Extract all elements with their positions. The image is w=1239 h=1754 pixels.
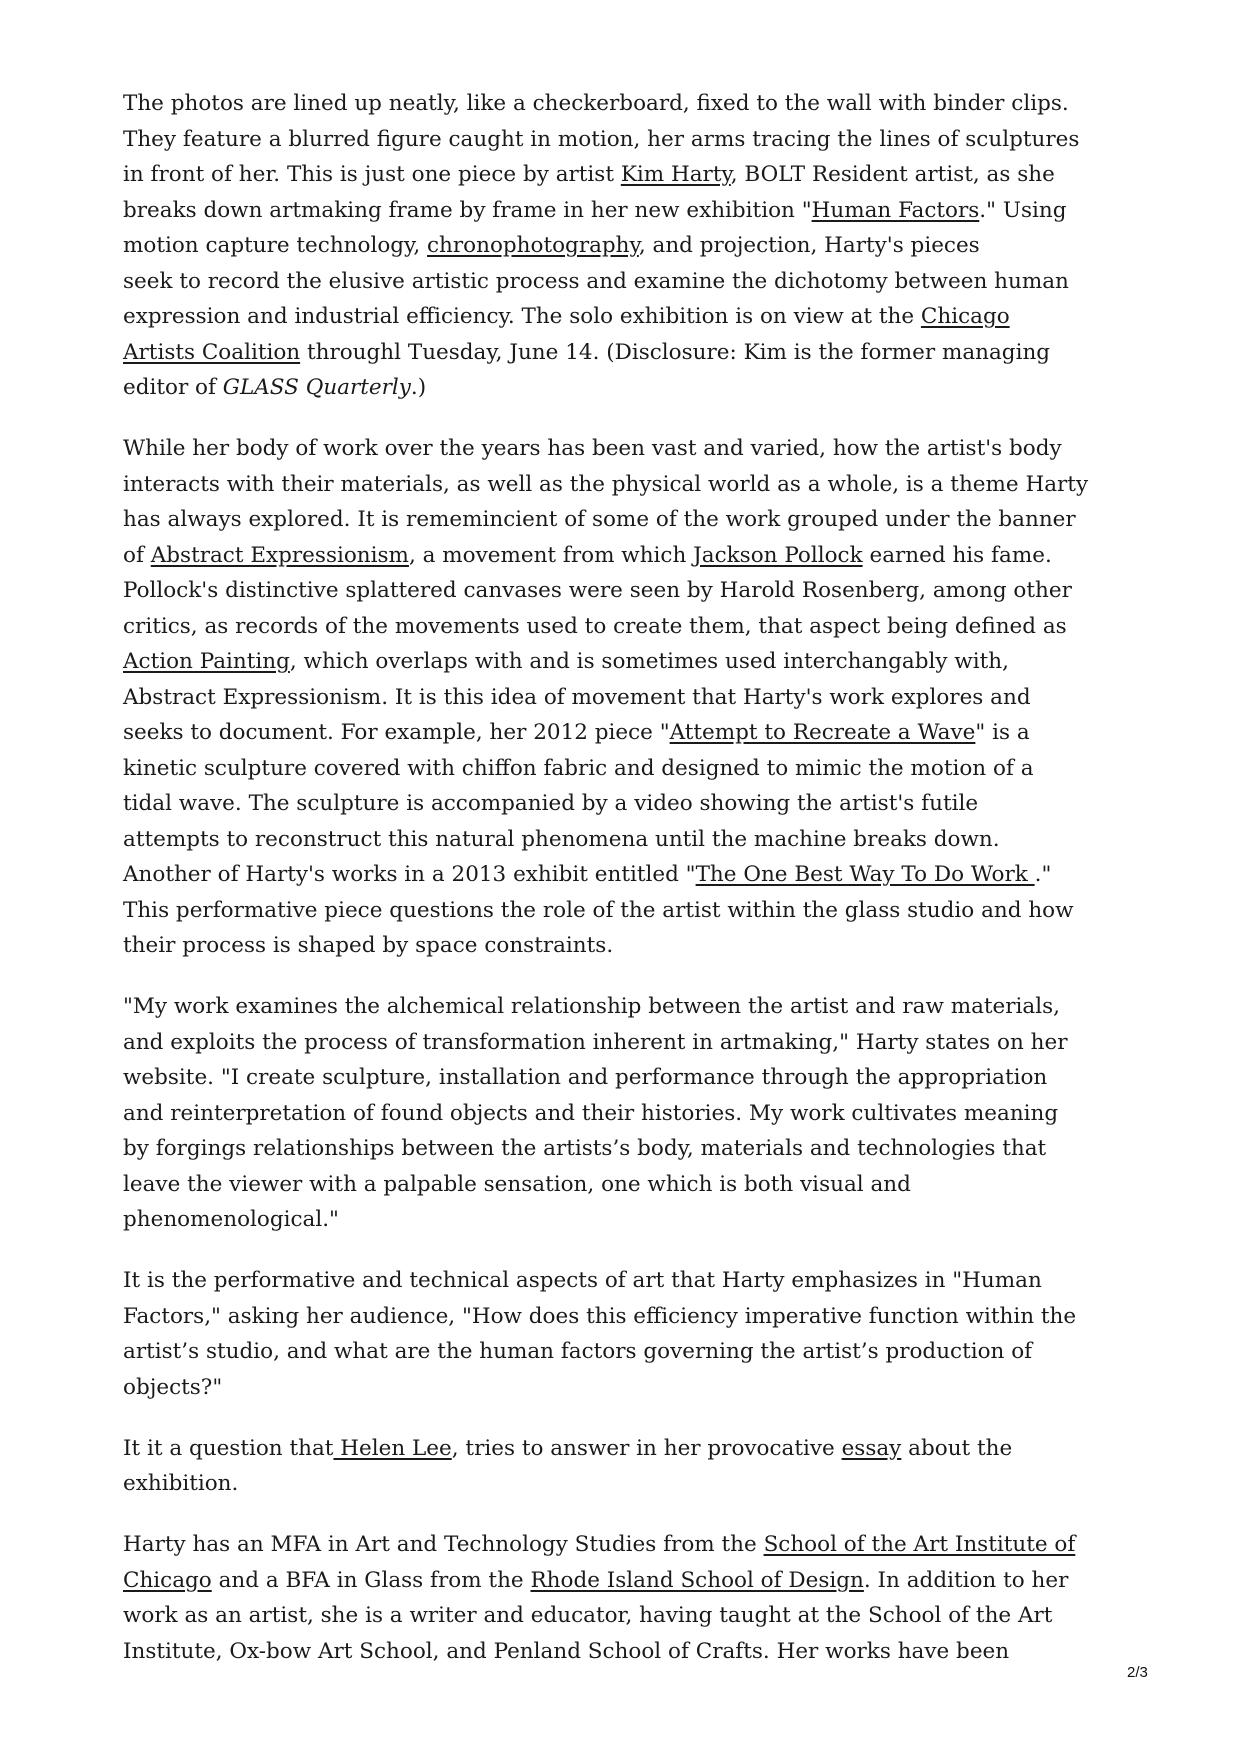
text-segment: website. "I create sculpture, installation and performance through the appropriation (123, 1065, 1048, 1090)
text-line (123, 228, 1123, 264)
text-segment: Abstract Expressionism. It is this idea of movement that Harty's work explores and (123, 684, 1031, 710)
text-segment: by forgings relationships between the artists’s body, materials and technologies that (123, 1136, 1047, 1161)
text-line (123, 1263, 1123, 1299)
text-segment: interacts with their materials, as well as the physical world as a whole, is a theme Harty (123, 471, 1089, 497)
text-segment: Another of Harty's works in a 2013 exhibit entitled " (123, 862, 696, 887)
page-number: 2/3 (1127, 1664, 1148, 1681)
inline-link[interactable]: Human Factors (811, 197, 980, 223)
inline-link[interactable]: The One Best Way To Do Work (695, 862, 1035, 887)
text-segment: phenomenological." (123, 1207, 339, 1232)
text-line (123, 1025, 1123, 1061)
inline-link[interactable]: Action Painting (123, 649, 290, 674)
text-segment: and exploits the process of transformation inherent in artmaking," Harty states on her (123, 1029, 1068, 1055)
text-segment: about the (901, 1435, 1013, 1461)
text-line (123, 1527, 1123, 1563)
text-segment: and a BFA in Glass from the (211, 1567, 531, 1593)
inline-link[interactable]: Kim Harty (620, 162, 731, 187)
text-line (123, 1299, 1123, 1335)
text-segment: ." (1034, 862, 1052, 887)
text-line (123, 1634, 1123, 1670)
text-line (123, 1370, 1123, 1406)
text-line (123, 1060, 1123, 1096)
text-line (123, 573, 1123, 609)
text-segment: seek to record the elusive artistic process and examine the dichotomy between human (123, 268, 1069, 294)
text-line (123, 264, 1123, 300)
text-segment: "My work examines the alchemical relationship between the artist and raw materials, (123, 994, 1060, 1019)
text-line (123, 644, 1123, 680)
text-line (123, 1598, 1123, 1634)
text-line (123, 1334, 1123, 1370)
text-line (123, 299, 1123, 335)
text-segment: While her body of work over the years has been vast and varied, how the artist's body (123, 436, 1062, 461)
text-segment: It it a question that (123, 1435, 334, 1461)
text-line (123, 751, 1123, 787)
text-line (123, 786, 1123, 822)
text-line (123, 715, 1123, 751)
inline-link[interactable]: essay (841, 1435, 902, 1461)
inline-link[interactable]: Rhode Island School of Design (530, 1567, 864, 1593)
text-segment: , tries to answer in her provocative (451, 1435, 842, 1461)
inline-link[interactable]: Chicago (920, 304, 1010, 329)
text-segment: The photos are lined up neatly, like a checkerboard, fixed to the wall with binder clips. (123, 91, 1069, 116)
article-body (123, 86, 1123, 1695)
text-segment: artist’s studio, and what are the human factors governing the artist’s production of (123, 1339, 1033, 1364)
inline-link[interactable]: chronophotography (427, 233, 639, 258)
text-line (123, 1466, 1123, 1502)
text-line (123, 1096, 1123, 1132)
text-line (123, 1167, 1123, 1203)
text-segment: . In addition to her (863, 1567, 1069, 1593)
text-segment: , and projection, Harty's pieces (638, 233, 980, 258)
text-segment: It is the performative and technical aspects of art that Harty emphasizes in "Human (123, 1268, 1042, 1293)
text-segment: expression and industrial efficiency. The solo exhibition is on view at the (123, 304, 921, 329)
text-line (123, 467, 1123, 503)
text-segment: tidal wave. The sculpture is accompanied by a video showing the artist's futile (123, 791, 979, 816)
text-line (123, 86, 1123, 122)
text-line (123, 1131, 1123, 1167)
text-segment: ." Using (979, 197, 1067, 223)
text-segment: objects?" (123, 1374, 223, 1400)
paragraph (123, 431, 1123, 964)
text-segment: attempts to reconstruct this natural phenomena until the machine breaks down. (123, 826, 1000, 852)
text-line (123, 502, 1123, 538)
text-segment: and reinterpretation of found objects and their histories. My work cultivates meaning (123, 1100, 1059, 1126)
text-segment: has always explored. It is rememincient of some of the work grouped under the banner (123, 507, 1076, 532)
text-line (123, 822, 1123, 858)
text-segment: kinetic sculpture covered with chiffon fabric and designed to mimic the motion of a (123, 755, 1034, 781)
text-segment: seeks to document. For example, her 2012 piece " (123, 720, 670, 745)
text-line (123, 157, 1123, 193)
text-segment: .) (410, 375, 427, 400)
text-line (123, 928, 1123, 964)
paragraph (123, 1263, 1123, 1405)
text-line (123, 1202, 1123, 1238)
text-segment: This performative piece questions the role of the artist within the glass studio and how (123, 897, 1074, 923)
text-line (123, 538, 1123, 574)
text-line (123, 335, 1123, 371)
inline-link[interactable]: Helen Lee (333, 1435, 452, 1461)
text-segment: " is a (975, 720, 1030, 745)
text-segment: exhibition. (123, 1471, 239, 1496)
inline-link[interactable]: Chicago (123, 1567, 212, 1593)
paragraph (123, 1431, 1123, 1502)
text-segment: critics, as records of the movements used to create them, that aspect being defined as (123, 613, 1067, 639)
paragraph (123, 989, 1123, 1238)
paragraph (123, 1527, 1123, 1669)
inline-link[interactable]: Abstract Expressionism (150, 542, 409, 568)
text-segment: , a movement from which (408, 542, 694, 568)
text-line (123, 989, 1123, 1025)
text-segment: their process is shaped by space constraints. (123, 933, 614, 958)
text-segment: in front of her. This is just one piece by artist (123, 162, 621, 187)
text-segment: editor of (123, 375, 223, 400)
text-segment: throughl Tuesday, June 14. (Disclosure: Kim is the former managing (300, 339, 1051, 365)
inline-link[interactable]: Artists Coalition (123, 339, 301, 365)
text-segment: earned his fame. (862, 542, 1052, 568)
paragraph (123, 86, 1123, 406)
text-segment: They feature a blurred figure caught in motion, her arms tracing the lines of sculptures (123, 126, 1080, 152)
text-segment: , BOLT Resident artist, as she (730, 162, 1055, 187)
text-line (123, 431, 1123, 467)
inline-link[interactable]: Attempt to Recreate a Wave (669, 720, 976, 745)
inline-link[interactable]: Jackson Pollock (693, 542, 863, 568)
text-segment: Factors," asking her audience, "How does this efficiency imperative function within the (123, 1303, 1077, 1329)
text-line (123, 370, 1123, 406)
inline-link[interactable]: School of the Art Institute of (763, 1532, 1076, 1557)
text-segment: work as an artist, she is a writer and educator, having taught at the School of the Art (123, 1603, 1053, 1628)
text-line (123, 857, 1123, 893)
text-segment: breaks down artmaking frame by frame in her new exhibition " (123, 197, 812, 223)
text-segment: motion capture technology, (123, 233, 428, 258)
text-line (123, 193, 1123, 229)
text-segment: Harty has an MFA in Art and Technology Studies from the (123, 1532, 764, 1557)
text-line (123, 1563, 1123, 1599)
text-segment: leave the viewer with a palpable sensation, one which is both visual and (123, 1171, 911, 1197)
text-segment: Institute, Ox-bow Art School, and Penland School of Crafts. Her works have been (123, 1638, 1010, 1664)
text-line (123, 609, 1123, 645)
text-line (123, 680, 1123, 716)
text-segment: of (123, 542, 151, 568)
text-line (123, 1431, 1123, 1467)
text-segment: , which overlaps with and is sometimes used interchangably with, (289, 649, 1009, 674)
text-line (123, 122, 1123, 158)
italic-text: GLASS Quarterly (222, 375, 411, 400)
text-line (123, 893, 1123, 929)
text-segment: Pollock's distinctive splattered canvases were seen by Harold Rosenberg, among other (123, 578, 1072, 603)
